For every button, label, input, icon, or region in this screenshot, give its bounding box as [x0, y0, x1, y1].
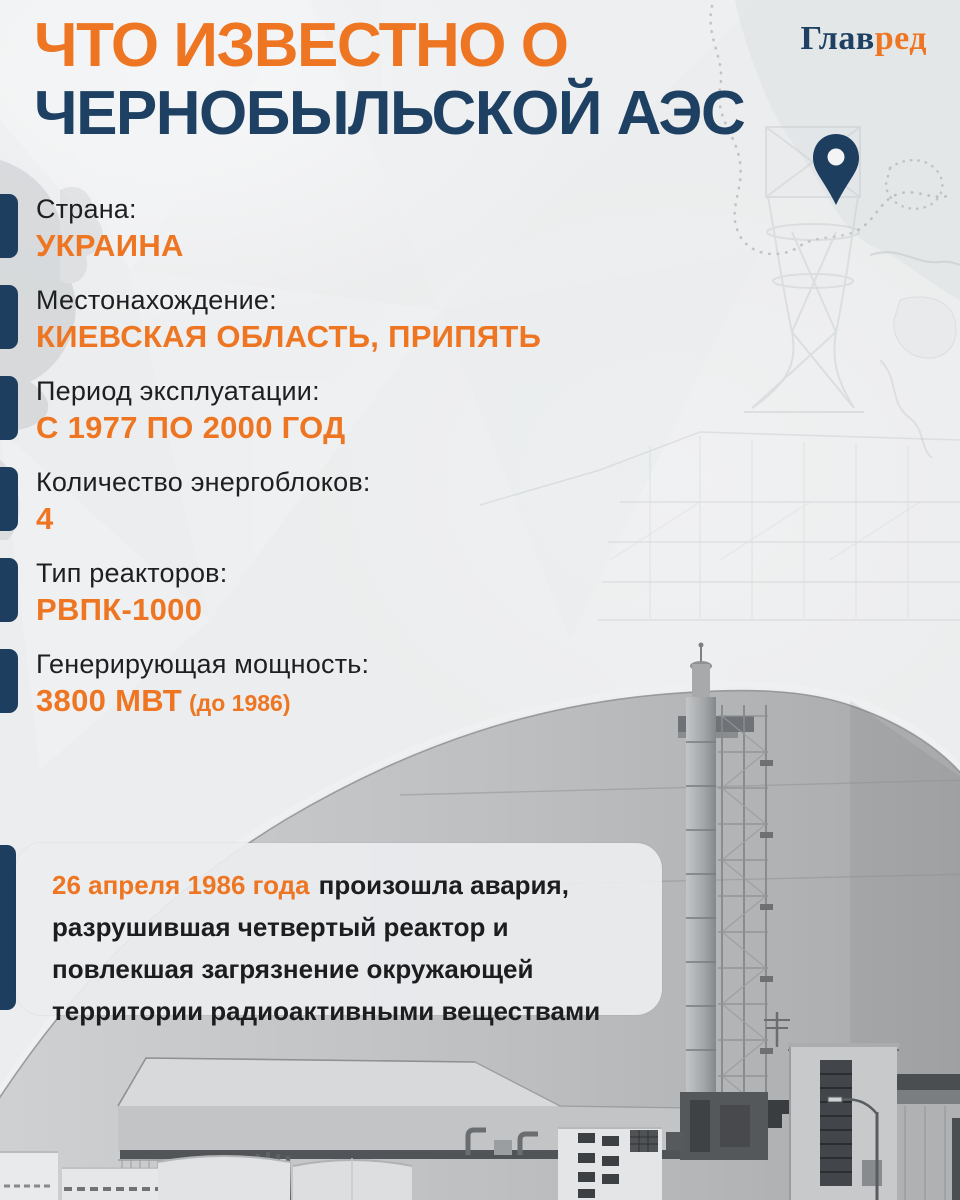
- fact-value-suffix: (до 1986): [188, 690, 291, 716]
- accent-bar: [0, 376, 18, 440]
- fact-row-reactor-type: [36, 558, 656, 627]
- fact-value: УКРАИНА: [36, 228, 184, 263]
- fact-label: Местонахождение:: [36, 285, 277, 315]
- fact-row-country: [36, 194, 656, 263]
- fact-row-operation-period: [36, 376, 656, 445]
- accent-bar: [0, 194, 18, 258]
- fact-label: Генерирующая мощность:: [36, 649, 370, 679]
- page-title-line2: ЧЕРНОБЫЛЬСКОЙ АЭС: [34, 79, 745, 148]
- fact-row-location: [36, 285, 656, 354]
- accent-bar: [0, 845, 16, 1010]
- fact-value: КИЕВСКАЯ ОБЛАСТЬ, ПРИПЯТЬ: [36, 319, 542, 354]
- fact-value: РВПК-1000: [36, 592, 203, 627]
- page-title-line1: ЧТО ИЗВЕСТНО О: [34, 11, 568, 80]
- fact-label: Страна:: [36, 194, 137, 224]
- fact-value: [36, 683, 656, 721]
- fact-value: 4: [36, 501, 54, 536]
- fact-value: С 1977 ПО 2000 ГОД: [36, 410, 346, 445]
- fact-label: Период эксплуатации:: [36, 376, 320, 406]
- fact-row-power-units: [36, 467, 656, 536]
- accent-bar: [0, 649, 18, 713]
- accent-bar: [0, 558, 18, 622]
- accent-bar: [0, 285, 18, 349]
- location-pin-icon: [812, 133, 860, 207]
- right-wall-seams: [893, 1074, 960, 1200]
- bottom-left-wall: [0, 1152, 58, 1200]
- right-tower-building: [788, 1043, 899, 1200]
- logo-part-dark: Глав: [800, 20, 875, 57]
- accident-description: произошла авария, разрушившая четвертый реактор и повлекшая загрязнение окружающей территории радиоактивными веществами: [52, 870, 601, 1026]
- page-title: [34, 12, 744, 148]
- fact-label: Количество энергоблоков:: [36, 467, 371, 497]
- fact-label: Тип реакторов:: [36, 558, 228, 588]
- fact-value-main: 3800 МВТ: [36, 683, 182, 718]
- fact-row-capacity: [36, 649, 656, 721]
- logo-part-orange: ред: [874, 20, 927, 57]
- accent-bar: [0, 467, 18, 531]
- glavred-logo: [801, 20, 928, 58]
- accident-date: 26 апреля 1986 года: [52, 870, 310, 900]
- accident-callout-text: [52, 864, 637, 1032]
- accident-callout: [16, 843, 662, 1026]
